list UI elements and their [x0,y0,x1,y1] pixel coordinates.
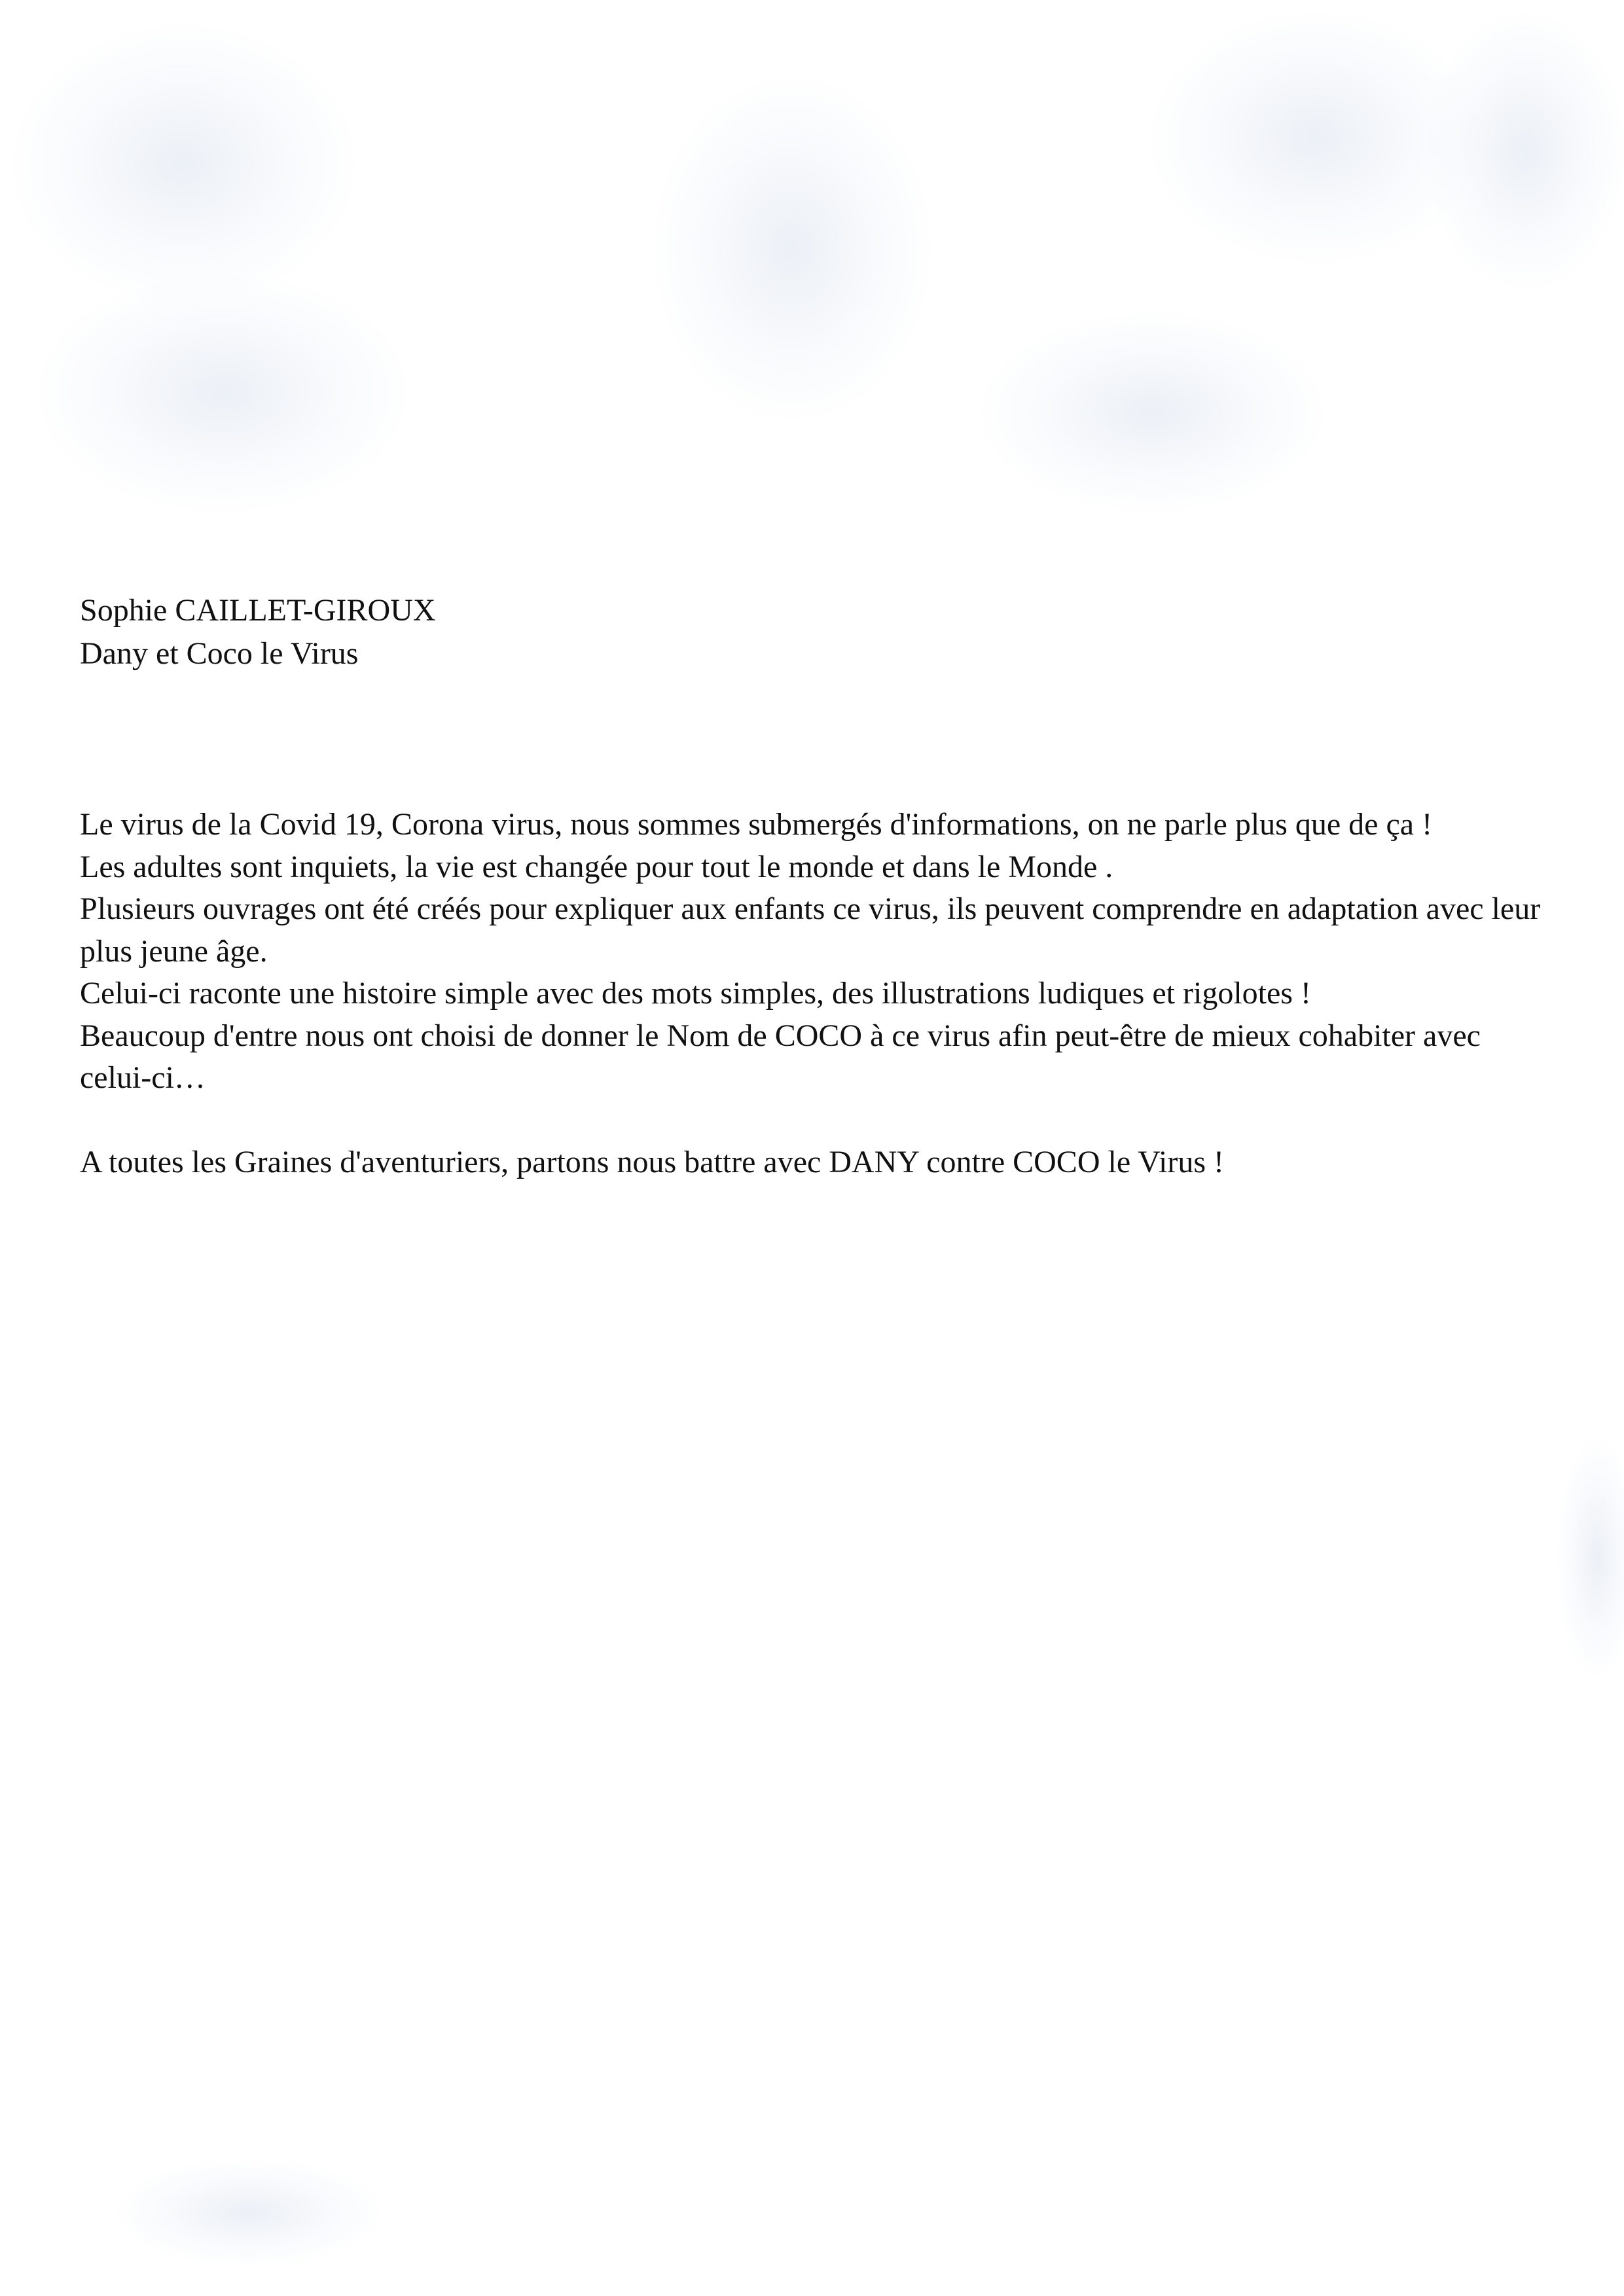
watermark-blob [118,2160,380,2265]
document-body [80,804,1559,1184]
watermark-blob [982,314,1322,511]
book-title: Dany et Coco le Virus [80,636,359,671]
watermark-blob [1558,1440,1624,1676]
body-paragraph: Les adultes sont inquiets, la vie est changée pour tout le monde et dans le Monde . [80,849,1113,884]
body-paragraph: Plusieurs ouvrages ont été créés pour expliquer aux enfants ce virus, ils peuvent comprendre en adaptation avec leur plus jeune âge. [80,891,1541,969]
watermark-blob [1427,13,1623,288]
watermark-blob [655,79,929,419]
body-paragraph: Le virus de la Covid 19, Corona virus, nous sommes submergés d'informations, on ne parle plus que de ça ! [80,807,1433,842]
author-name: Sophie CAILLET-GIROUX [80,593,436,628]
document-header [80,589,436,675]
body-paragraph: Beaucoup d'entre nous ont choisi de donner le Nom de COCO à ce virus afin peut-être de mieux cohabiter avec celui-ci… [80,1018,1481,1095]
body-paragraph: Celui-ci raconte une histoire simple avec des mots simples, des illustrations ludiques et rigolotes ! [80,976,1311,1011]
watermark-blob [13,26,353,301]
watermark-blob [39,275,406,511]
closing-line: A toutes les Graines d'aventuriers, partons nous battre avec DANY contre COCO le Virus ! [80,1145,1225,1179]
